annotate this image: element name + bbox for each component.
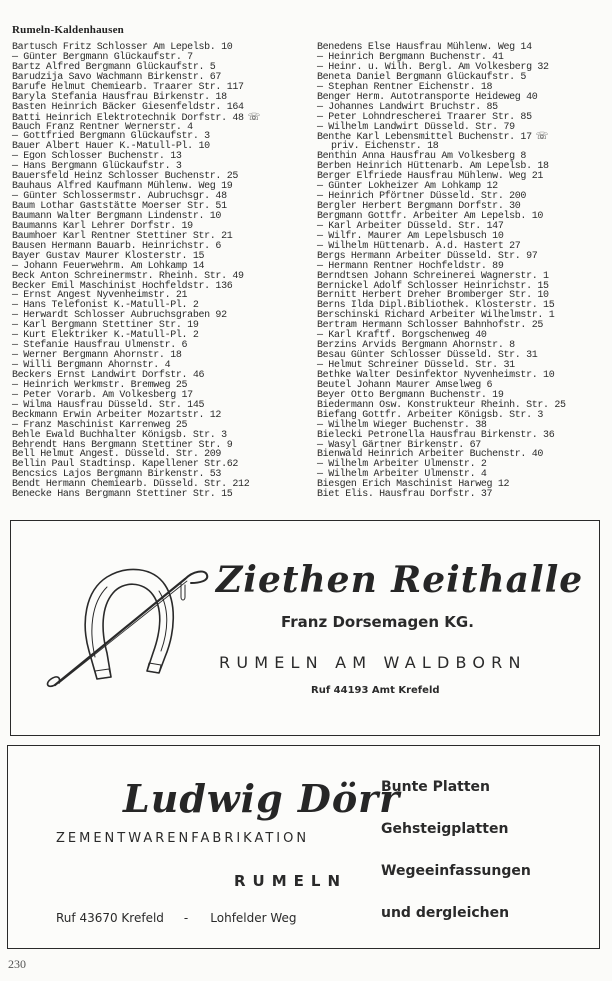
directory-entry — [12, 490, 307, 500]
entry-text: Berger Elfriede Hausfrau Mühlenw. Weg 21 — [317, 171, 544, 183]
ad-title: Ludwig Dörr — [123, 776, 401, 821]
advertisement-reithalle — [10, 520, 600, 736]
entry-text: — Wilhelm Hüttenarb. A.d. Hastert 27 — [317, 240, 521, 252]
page-heading: Rumeln-Kaldenhausen — [12, 24, 124, 36]
entry-text: Beck Anton Schreinermstr. Rheinh. Str. 49 — [12, 270, 244, 282]
directory-entry — [317, 490, 609, 500]
entry-text: Barufe Helmut Chemiearb. Traarer Str. 117 — [12, 81, 244, 93]
entry-text: Bell Helmut Angest. Düsseld. Str. 209 — [12, 449, 222, 461]
ad-phone: Ruf 43670 Krefeld — [56, 911, 164, 925]
product-item: Wegeeinfassungen — [381, 863, 531, 879]
entry-text: Benthe Karl Lebensmittel Buchenstr. 17 — [317, 132, 532, 144]
entry-text: priv. Eichenstr. 18 — [331, 141, 439, 153]
entry-text: Benecke Hans Bergmann Stettiner Str. 15 — [12, 489, 233, 501]
entry-text: Biefang Gottfr. Arbeiter Königsb. Str. 3 — [317, 409, 544, 421]
entry-text: — Karl Kraftf. Borgschenweg 40 — [317, 330, 487, 342]
entry-text: Barudzija Savo Wachmann Birkenstr. 67 — [12, 71, 222, 83]
entry-text: Bauer Albert Hauer K.-Matull-Pl. 10 — [12, 141, 210, 153]
entry-text: — Johann Feuerwehrm. Am Lohkamp 14 — [12, 260, 205, 272]
entry-text: Bernickel Adolf Schlosser Heinrichstr. 15 — [317, 280, 549, 292]
entry-text: Benedens Else Hausfrau Mühlenw. Weg 14 — [317, 42, 532, 53]
entry-text: — Karl Bergmann Stettiner Str. 19 — [12, 320, 199, 332]
entry-text: — Wilma Hausfrau Düsseld. Str. 145 — [12, 399, 205, 411]
entry-text: Bayer Gustav Maurer Klosterstr. 15 — [12, 250, 205, 262]
entry-text: — Heinrich Bergmann Buchenstr. 41 — [317, 51, 504, 63]
entry-text: — Egon Schlosser Buchenstr. 13 — [12, 151, 182, 163]
entry-text: — Heinrich Werkmstr. Bremweg 25 — [12, 379, 188, 391]
entry-text: Basten Heinrich Bäcker Giesenfeldstr. 164 — [12, 101, 244, 113]
entry-text: — Peter Vorarb. Am Volkesberg 17 — [12, 389, 193, 401]
product-item: und dergleichen — [381, 905, 510, 921]
entry-text: Baryla Stefania Hausfrau Birkenstr. 18 — [12, 91, 227, 103]
entry-text: Behle Ewald Buchhalter Königsb. Str. 3 — [12, 429, 227, 441]
entry-text: Biedermann Osw. Konstrukteur Rheinh. Str. 25 — [317, 399, 566, 411]
entry-text: Berschinski Richard Arbeiter Wilhelmstr. 1 — [317, 310, 555, 322]
entry-text: Bartz Alfred Bergmann Glückaufstr. 5 — [12, 61, 216, 73]
entry-text: Berzins Arvids Bergmann Ahornstr. 8 — [317, 340, 515, 352]
entry-text: Bergmann Gottfr. Arbeiter Am Lepelsb. 10 — [317, 210, 544, 222]
entry-text: Biet Elis. Hausfrau Dorfstr. 37 — [317, 489, 493, 501]
product-item: Gehsteigplatten — [381, 821, 509, 837]
ad-contact — [56, 911, 297, 925]
entry-text: Beckers Ernst Landwirt Dorfstr. 46 — [12, 369, 205, 381]
entry-text: — Wilhelm Arbeiter Ulmenstr. 4 — [317, 469, 487, 481]
entry-text: — Wilfr. Maurer Am Lepelsbusch 10 — [317, 230, 504, 242]
entry-text: Bergler Herbert Bergmann Dorfstr. 30 — [317, 201, 521, 212]
entry-text: Baum Lothar Gaststätte Moerser Str. 51 — [12, 201, 227, 212]
entry-text: — Günter Bergmann Glückaufstr. 7 — [12, 51, 193, 63]
entry-text: — Hans Telefonist K.-Matull-Pl. 2 — [12, 300, 199, 312]
directory-column-left — [12, 43, 307, 500]
entry-text: Bertram Hermann Schlosser Bahnhofstr. 25 — [317, 320, 544, 332]
entry-text: — Kurt Elektriker K.-Matull-Pl. 2 — [12, 330, 199, 342]
entry-text: Beneta Daniel Bergmann Glückaufstr. 5 — [317, 71, 527, 83]
entry-text: Beutel Johann Maurer Amselweg 6 — [317, 379, 493, 391]
entry-text: Bellin Paul Stadtinsp. Kapellener Str.62 — [12, 459, 239, 471]
ad-title: Ziethen Reithalle — [216, 559, 584, 601]
ad-location: RUMELN — [234, 872, 348, 890]
entry-text: — Wilhelm Landwirt Düsseld. Str. 79 — [317, 121, 515, 133]
entry-text: — Hermann Rentner Hochfeldstr. 89 — [317, 260, 504, 272]
entry-text: Behrendt Hans Bergmann Stettiner Str. 9 — [12, 439, 233, 451]
entry-text: — Herwardt Schlosser Aubruchsgraben 92 — [12, 310, 227, 322]
advertisement-doerr — [7, 745, 600, 949]
entry-text: — Heinr. u. Wilh. Bergl. Am Volkesberg 32 — [317, 61, 549, 73]
horseshoe-icon — [45, 561, 215, 691]
entry-text: — Werner Bergmann Ahornstr. 18 — [12, 350, 182, 362]
directory-entry — [317, 123, 609, 133]
entry-text: Bauhaus Alfred Kaufmann Mühlenw. Weg 19 — [12, 181, 233, 193]
entry-text: Bauersfeld Heinz Schlosser Buchenstr. 25 — [12, 171, 239, 183]
entry-text: — Ernst Angest Nyvenheimstr. 21 — [12, 290, 188, 302]
entry-text: Biesgen Erich Maschinist Harweg 12 — [317, 479, 510, 491]
entry-text: — Wasyl Gärtner Birkenstr. 67 — [317, 439, 481, 451]
entry-text: Baumanns Karl Lehrer Dorfstr. 19 — [12, 220, 193, 232]
entry-text: Becker Emil Maschinist Hochfeldstr. 136 — [12, 280, 233, 292]
entry-text: Bielecki Petronella Hausfrau Birkenstr. 36 — [317, 429, 555, 441]
entry-text: — Franz Maschinist Karrenweg 25 — [12, 419, 188, 431]
entry-text: — Günter Lokheizer Am Lohkamp 12 — [317, 181, 498, 193]
entry-text: Bernitt Herbert Dreher Bromberger Str. 10 — [317, 290, 549, 302]
entry-text: — Peter Lohndrescherei Traarer Str. 85 — [317, 111, 532, 123]
entry-text: Berndtsen Johann Schreinerei Wagnerstr. 1 — [317, 270, 549, 282]
ad-address: Lohfelder Weg — [210, 911, 297, 925]
telephone-icon: ☏ — [535, 131, 548, 143]
entry-text: — Gottfried Bergmann Glückaufstr. 3 — [12, 131, 210, 143]
ad-location: RUMELN AM WALDBORN — [219, 653, 527, 672]
entry-text: — Stefanie Hausfrau Ulmenstr. 6 — [12, 340, 188, 352]
entry-text: — Stephan Rentner Eichenstr. 18 — [317, 81, 493, 93]
entry-text: Berns Ilda Dipl.Bibliothek. Klosterstr. 15 — [317, 300, 555, 312]
entry-text: Baumhoer Karl Rentner Stettiner Str. 21 — [12, 230, 233, 242]
entry-text: Baumann Walter Bergmann Lindenstr. 10 — [12, 210, 222, 222]
entry-text: Bauch Franz Rentner Wernerstr. 4 — [12, 121, 193, 133]
entry-text: — Heinrich Pförtner Düsseld. Str. 200 — [317, 191, 527, 203]
entry-text: Bausen Hermann Bauarb. Heinrichstr. 6 — [12, 240, 222, 252]
directory-entry — [12, 103, 307, 113]
entry-text: — Wilhelm Arbeiter Ulmenstr. 2 — [317, 459, 487, 471]
entry-text: Batti Heinrich Elektrotechnik Dorfstr. 48 — [12, 112, 244, 124]
entry-text: — Helmut Schreiner Düsseld. Str. 31 — [317, 360, 515, 371]
entry-text: Bencsics Lajos Bergmann Birkenstr. 53 — [12, 469, 222, 481]
entry-text: — Karl Arbeiter Düsseld. Str. 147 — [317, 220, 504, 232]
entry-text: Bethke Walter Desinfektor Nyvenheimstr. 10 — [317, 369, 555, 381]
entry-text: Bergs Hermann Arbeiter Düsseld. Str. 97 — [317, 250, 538, 262]
entry-text: Benger Herm. Autotransporte Heideweg 40 — [317, 91, 538, 103]
entry-text: Berben Heinrich Hüttenarb. Am Lepelsb. 18 — [317, 161, 549, 173]
entry-text: — Günter Schlossermstr. Aubruchsgr. 48 — [12, 191, 227, 203]
ad-subtitle: ZEMENTWARENFABRIKATION — [56, 831, 310, 846]
entry-text: Bendt Hermann Chemiearb. Düsseld. Str. 212 — [12, 479, 250, 491]
page-number: 230 — [8, 957, 26, 971]
ad-company: Franz Dorsemagen KG. — [281, 613, 474, 631]
entry-text: Bartusch Fritz Schlosser Am Lepelsb. 10 — [12, 42, 233, 53]
ad-phone: Ruf 44193 Amt Krefeld — [311, 685, 440, 696]
entry-text: — Willi Bergmann Ahornstr. 4 — [12, 360, 171, 371]
entry-text: Besau Günter Schlosser Düsseld. Str. 31 — [317, 350, 538, 362]
entry-text: Benthin Anna Hausfrau Am Volkesberg 8 — [317, 151, 527, 163]
ad-product-list — [381, 779, 531, 947]
telephone-icon: ☏ — [247, 111, 260, 123]
entry-text: Bienwald Heinrich Arbeiter Buchenstr. 40 — [317, 449, 544, 461]
entry-text: Beckmann Erwin Arbeiter Mozartstr. 12 — [12, 409, 222, 421]
separator: - — [183, 911, 189, 925]
entry-text: — Wilhelm Wieger Buchenstr. 38 — [317, 419, 487, 431]
directory-column-right — [317, 43, 609, 500]
entry-text: Beyer Otto Bergmann Buchenstr. 19 — [317, 389, 504, 401]
product-item: Bunte Platten — [381, 779, 491, 795]
entry-text: — Hans Bergmann Glückaufstr. 3 — [12, 161, 182, 173]
entry-text: — Johannes Landwirt Bruchstr. 85 — [317, 101, 498, 113]
